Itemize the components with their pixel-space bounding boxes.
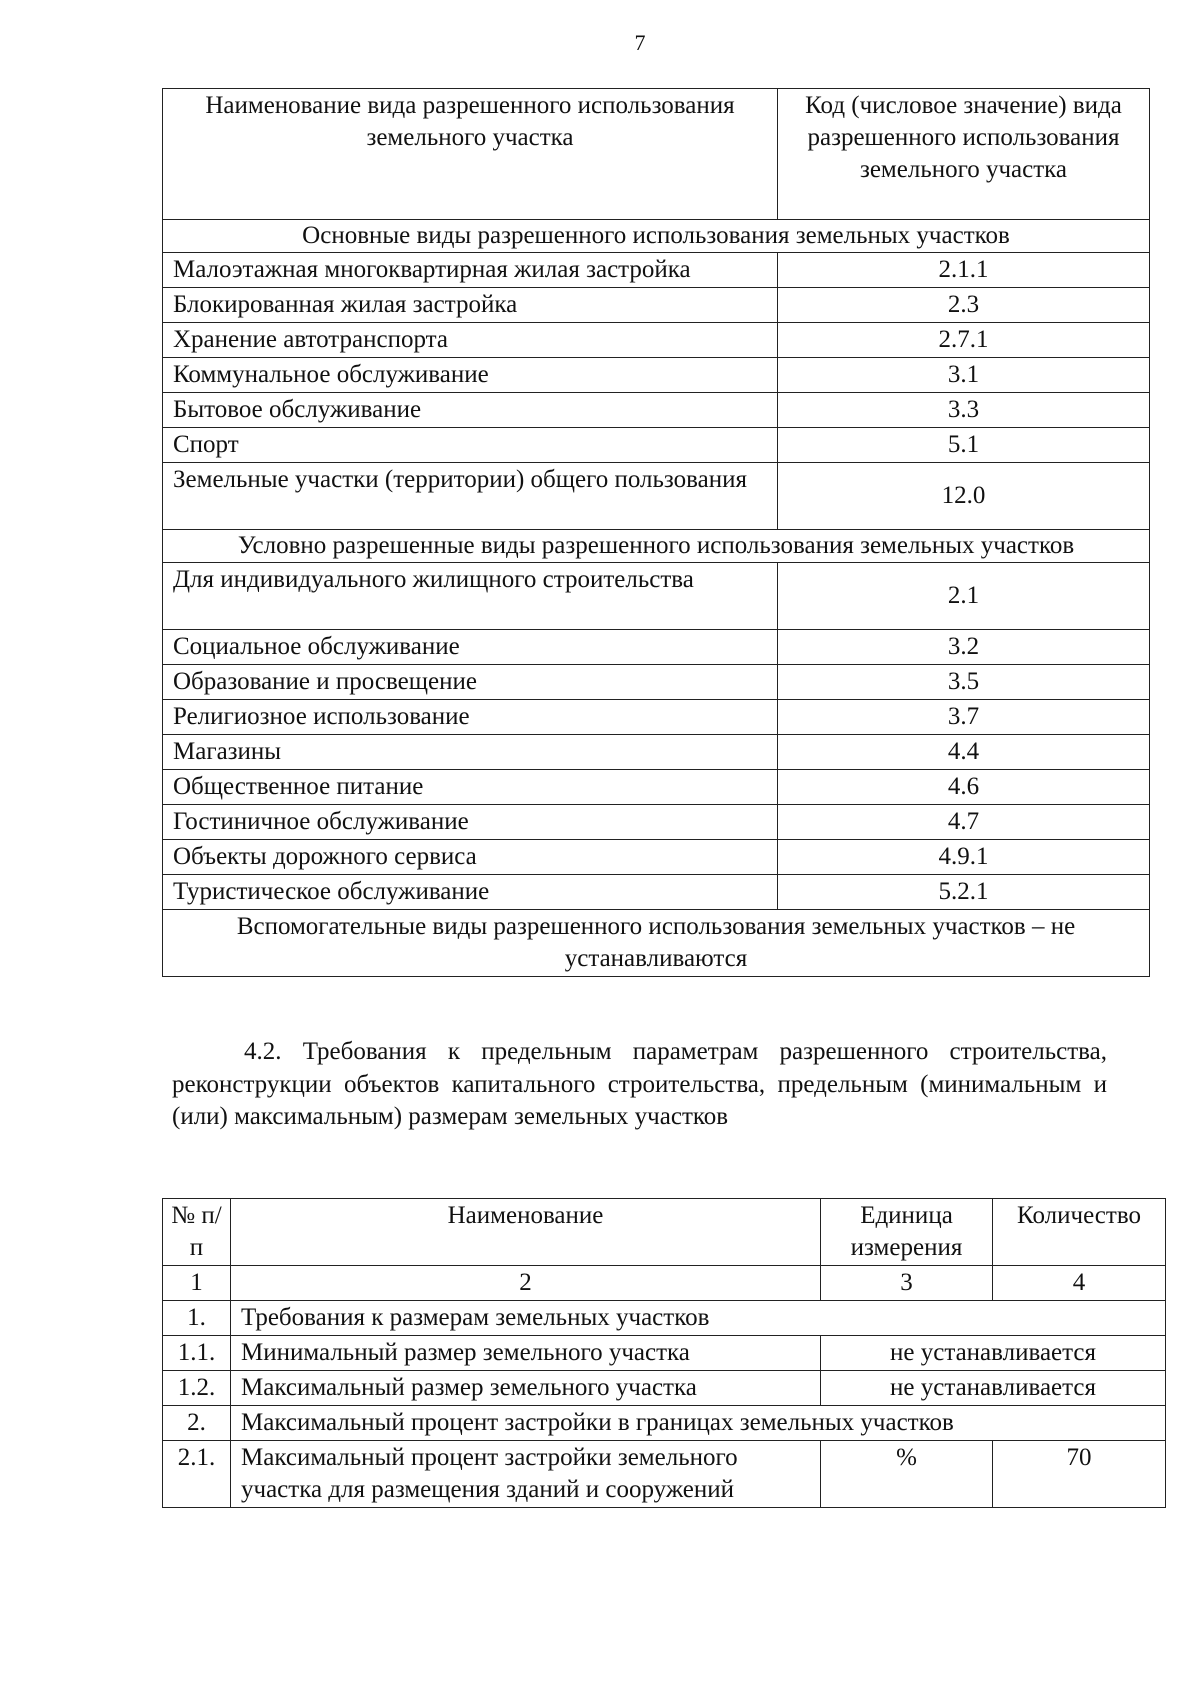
table-row bbox=[163, 463, 1150, 530]
row-num: 1.1. bbox=[163, 1336, 231, 1371]
row-name: Максимальный размер земельного участка bbox=[231, 1371, 821, 1406]
use-name: Религиозное использование bbox=[163, 700, 778, 735]
section-row-auxiliary bbox=[163, 910, 1150, 977]
use-code: 2.1 bbox=[778, 563, 1150, 630]
use-code: 3.7 bbox=[778, 700, 1150, 735]
use-name: Коммунальное обслуживание bbox=[163, 358, 778, 393]
row-num: 2. bbox=[163, 1406, 231, 1441]
table-row bbox=[163, 323, 1150, 358]
use-code: 5.1 bbox=[778, 428, 1150, 463]
table-row bbox=[163, 630, 1150, 665]
header-code: Код (числовое значение) вида разрешенного использования земельного участка bbox=[805, 92, 1122, 183]
section-row-conditional bbox=[163, 530, 1150, 563]
use-name: Для индивидуального жилищного строительства bbox=[163, 563, 778, 630]
row-qty: 70 bbox=[993, 1441, 1166, 1508]
header-name-cell bbox=[163, 89, 778, 220]
use-name: Бытовое обслуживание bbox=[163, 393, 778, 428]
use-name: Общественное питание bbox=[163, 770, 778, 805]
use-code: 4.4 bbox=[778, 735, 1150, 770]
table-header-row bbox=[163, 89, 1150, 220]
use-code: 3.2 bbox=[778, 630, 1150, 665]
use-code: 2.1.1 bbox=[778, 253, 1150, 288]
table-row bbox=[163, 358, 1150, 393]
row-name: Минимальный размер земельного участка bbox=[231, 1336, 821, 1371]
col-number: 1 bbox=[163, 1266, 231, 1301]
use-name: Спорт bbox=[163, 428, 778, 463]
use-code: 2.3 bbox=[778, 288, 1150, 323]
use-name: Образование и просвещение bbox=[163, 665, 778, 700]
use-code: 2.7.1 bbox=[778, 323, 1150, 358]
table-row bbox=[163, 288, 1150, 323]
header-qty: Количество bbox=[993, 1199, 1166, 1266]
row-num: 2.1. bbox=[163, 1441, 231, 1508]
table-row bbox=[163, 770, 1150, 805]
row-value: не устанавливается bbox=[821, 1371, 1166, 1406]
table-row bbox=[163, 1301, 1166, 1336]
table-row bbox=[163, 665, 1150, 700]
page-number: 7 bbox=[634, 30, 646, 55]
section-heading-4-2: 4.2. Требования к предельным параметрам разрешенного строительства, реконструкции объектов капитального строительства, предельным (минимальным и (или) максимальным) размерам земельных участков bbox=[172, 1038, 1107, 1130]
section-title-main: Основные виды разрешенного использования земельных участков bbox=[163, 220, 1150, 253]
table-row bbox=[163, 875, 1150, 910]
use-code: 12.0 bbox=[778, 463, 1150, 530]
row-name: Максимальный процент застройки земельного участка для размещения зданий и сооружений bbox=[231, 1441, 821, 1508]
row-num: 1.2. bbox=[163, 1371, 231, 1406]
col-number: 3 bbox=[821, 1266, 993, 1301]
use-name: Магазины bbox=[163, 735, 778, 770]
row-name: Максимальный процент застройки в границах земельных участков bbox=[231, 1406, 1166, 1441]
row-unit: % bbox=[821, 1441, 993, 1508]
use-code: 4.9.1 bbox=[778, 840, 1150, 875]
table-header-row bbox=[163, 1199, 1166, 1266]
table-row bbox=[163, 393, 1150, 428]
use-name: Гостиничное обслуживание bbox=[163, 805, 778, 840]
land-use-types-table bbox=[162, 88, 1150, 977]
use-code: 4.7 bbox=[778, 805, 1150, 840]
use-name: Блокированная жилая застройка bbox=[163, 288, 778, 323]
header-code-cell bbox=[778, 89, 1150, 220]
table-row bbox=[163, 1371, 1166, 1406]
use-code: 3.1 bbox=[778, 358, 1150, 393]
table-row bbox=[163, 840, 1150, 875]
table-row bbox=[163, 1336, 1166, 1371]
use-name: Социальное обслуживание bbox=[163, 630, 778, 665]
use-code: 3.3 bbox=[778, 393, 1150, 428]
row-name: Требования к размерам земельных участков bbox=[231, 1301, 1166, 1336]
use-name: Туристическое обслуживание bbox=[163, 875, 778, 910]
table-row bbox=[163, 563, 1150, 630]
col-number: 4 bbox=[993, 1266, 1166, 1301]
row-value: не устанавливается bbox=[821, 1336, 1166, 1371]
use-code: 4.6 bbox=[778, 770, 1150, 805]
use-name: Земельные участки (территории) общего пользования bbox=[163, 463, 778, 530]
section-title-auxiliary: Вспомогательные виды разрешенного использования земельных участков – не устанавливаются bbox=[163, 910, 1150, 977]
col-number: 2 bbox=[231, 1266, 821, 1301]
header-num: № п/п bbox=[163, 1199, 231, 1266]
use-name: Хранение автотранспорта bbox=[163, 323, 778, 358]
table-row bbox=[163, 1406, 1166, 1441]
table-row bbox=[163, 700, 1150, 735]
header-name: Наименование вида разрешенного использования земельного участка bbox=[205, 92, 735, 151]
section-title-conditional: Условно разрешенные виды разрешенного использования земельных участков bbox=[163, 530, 1150, 563]
section-row-main bbox=[163, 220, 1150, 253]
table-row bbox=[163, 735, 1150, 770]
header-name: Наименование bbox=[231, 1199, 821, 1266]
use-name: Объекты дорожного сервиса bbox=[163, 840, 778, 875]
use-code: 3.5 bbox=[778, 665, 1150, 700]
row-num: 1. bbox=[163, 1301, 231, 1336]
table-row bbox=[163, 1441, 1166, 1508]
parameters-table bbox=[162, 1198, 1166, 1508]
column-numbers-row bbox=[163, 1266, 1166, 1301]
header-unit: Единица измерения bbox=[821, 1199, 993, 1266]
table-row bbox=[163, 428, 1150, 463]
table-row bbox=[163, 805, 1150, 840]
table-row bbox=[163, 253, 1150, 288]
use-code: 5.2.1 bbox=[778, 875, 1150, 910]
use-name: Малоэтажная многоквартирная жилая застройка bbox=[163, 253, 778, 288]
